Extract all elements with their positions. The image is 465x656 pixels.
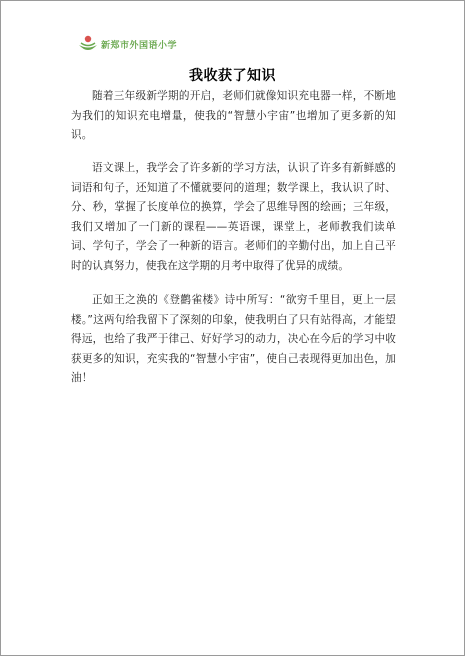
school-logo [77, 33, 177, 55]
paragraph-2: 语文课上，我学会了许多新的学习方法，认识了许多有新鲜感的词语和句子，还知道了不懂就要问的道理；数学课上，我认识了时、分、秒，掌握了长度单位的换算，学会了思维导图的绘画；三年级，我们又增加了一门新的课程——英语课，课堂上，老师教我们读单词、学句子，学会了一种新的语言。老师们的辛勤付出，加上自己平时的认真努力，使我在这学期的月考中取得了优异的成绩。 [71, 162, 396, 272]
school-logo-icon [77, 33, 99, 55]
paragraph-3: 正如王之涣的《登鹳雀楼》诗中所写：“欲穷千里目，更上一层楼。”这两句给我留下了深刻的印象，使我明白了只有站得高，才能望得远，也给了我严于律己、好好学习的动力，决心在今后的学习中收获更多的知识，充实我的“智慧小宇宙”，使自己表现得更加出色，加油！ [71, 294, 396, 385]
document-title: 我收获了知识 [189, 68, 276, 84]
school-logo-text: 新郑市外国语小学 [101, 40, 178, 51]
paragraph-1: 随着三年级新学期的开启，老师们就像知识充电器一样，不断地为我们的知识充电增量，使我的“智慧小宇宙”也增加了更多新的知识。 [71, 90, 396, 142]
